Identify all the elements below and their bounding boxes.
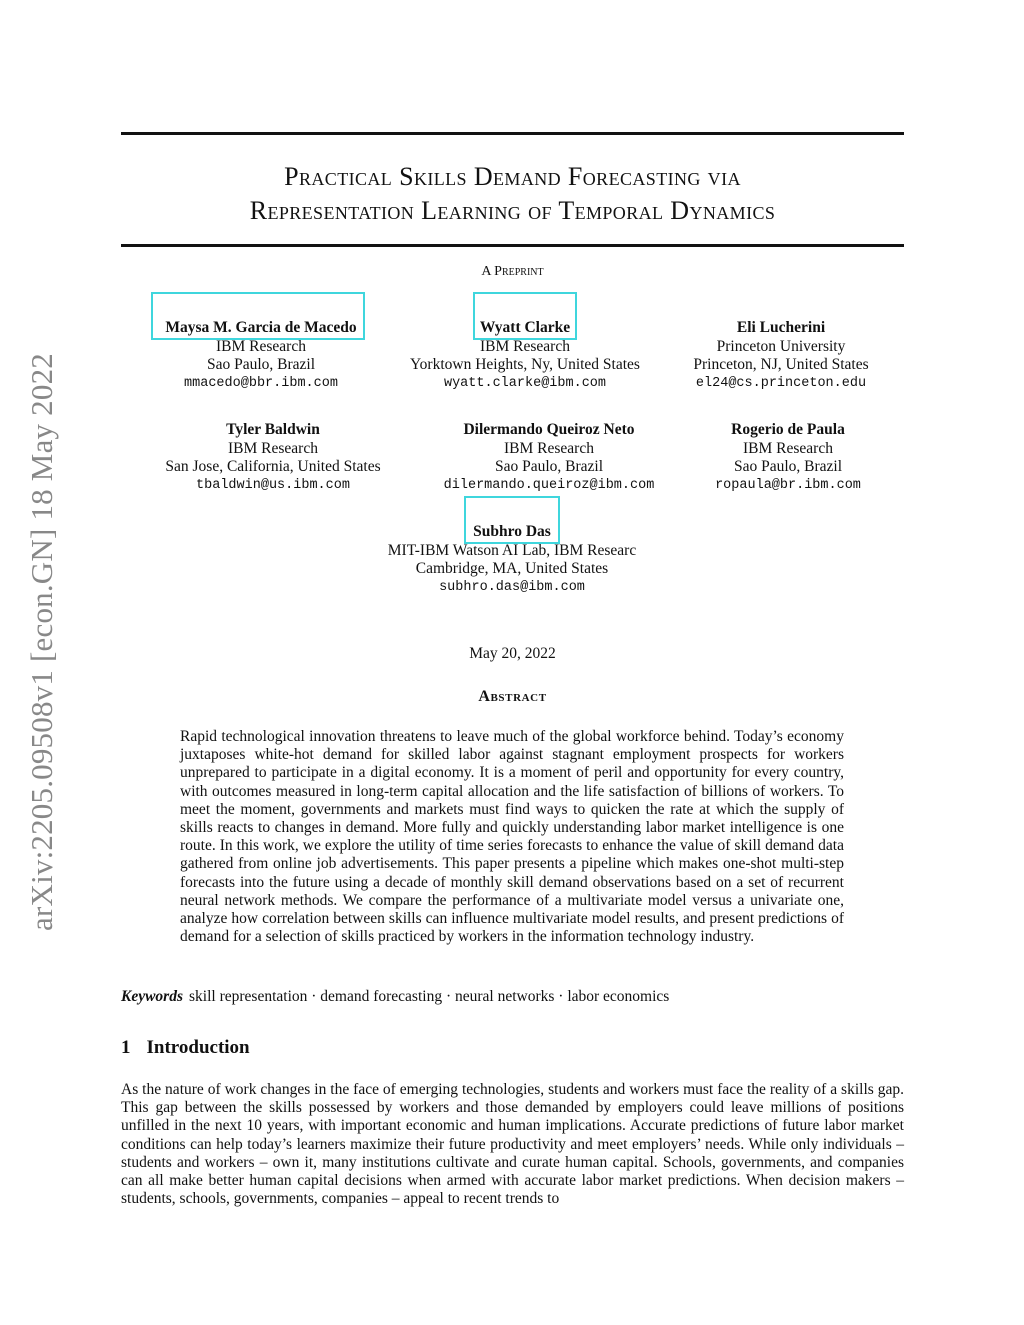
- author-name: Eli Lucherini: [736, 319, 826, 336]
- author-email: tbaldwin@us.ibm.com: [196, 477, 350, 493]
- arxiv-sidebar: [22, 322, 62, 962]
- title-top-rule: [121, 132, 904, 135]
- author-affiliation: IBM Research: [228, 439, 318, 457]
- author-email: ropaula@br.ibm.com: [715, 477, 861, 493]
- title-line-2: Representation Learning of Temporal Dynamics: [249, 196, 776, 225]
- author-location: Sao Paulo, Brazil: [733, 458, 843, 475]
- author-affiliation: IBM Research: [480, 337, 570, 355]
- author-location: Sao Paulo, Brazil: [206, 356, 316, 373]
- author-block: [693, 319, 868, 393]
- keywords-line: [121, 988, 904, 1006]
- author-affiliation: IBM Research: [216, 337, 306, 355]
- section-heading: [121, 1037, 250, 1059]
- author-email: wyatt.clarke@ibm.com: [443, 375, 607, 391]
- arxiv-identifier: arXiv:2205.09508v1 [econ.GN] 18 May 2022: [24, 353, 59, 931]
- author-affiliation: IBM Research: [504, 439, 594, 457]
- author-affiliation: Princeton University: [716, 337, 846, 355]
- section-number: 1: [121, 1037, 131, 1058]
- author-block: [715, 421, 861, 495]
- author-name: Wyatt Clarke: [479, 319, 571, 336]
- author-email: dilermando.queiroz@ibm.com: [443, 477, 655, 493]
- author-location: Yorktown Heights, Ny, United States: [410, 356, 640, 373]
- highlight-box: [473, 292, 577, 340]
- keywords-label: Keywords: [121, 988, 183, 1005]
- introduction-text: As the nature of work changes in the face of emerging technologies, students and workers must face the reality of a skills gap. This gap between the skills possessed by workers and those demanded by employers could leave millions of positions unfilled in the next 10 years, with important economic and human implications. Accurate predictions of future labor market conditions can help today’s learners maximize their future productivity and meet employers’ needs. While only individuals – students and workers – own it, many institutions cultivate and curate human capital. Schools, governments, and companies can all make better human capital decisions when armed with accurate labor market predictions. When decision makers – students, schools, governments, companies – appeal to recent trends to: [121, 1081, 904, 1208]
- preprint-label: A Preprint: [481, 264, 544, 279]
- author-location: Sao Paulo, Brazil: [494, 458, 604, 475]
- author-location: San Jose, California, United States: [165, 458, 381, 475]
- author-affiliation: MIT-IBM Watson AI Lab, IBM Researc: [387, 541, 637, 559]
- author-block: [165, 421, 380, 495]
- title-bottom-rule: [121, 244, 904, 247]
- highlight-box: [151, 292, 365, 340]
- abstract-heading: Abstract: [478, 688, 547, 705]
- author-name: Rogerio de Paula: [731, 421, 845, 438]
- author-email: el24@cs.princeton.edu: [695, 375, 867, 391]
- paper-title: [121, 160, 904, 228]
- author-name: Dilermando Queiroz Neto: [463, 421, 635, 438]
- abstract-text: Rapid technological innovation threatens to leave much of the global workforce behind. Today’s economy juxtaposes white-hot demand for skilled labor against stagnant employment prospects for workers unprepared to participate in a digital economy. It is a moment of peril and opportunity for every country, with outcomes measured in long-term capital allocation and the life satisfaction of billions of workers. To meet the moment, governments and markets must find ways to quicken the rate at which the supply of skills reacts to changes in demand. More fully and quickly understanding labor market intelligence is one route. In this work, we explore the utility of time series forecasts to enhance the value of skill demand data gathered from online job advertisements. This paper presents a pipeline which makes one-shot multi-step forecasts into the future using a decade of monthly skill demand observations based on a set of recurrent neural network methods. We compare the performance of a multivariate model versus a univariate one, analyze how correlation between skills can influence multivariate model results, and present predictions of demand for a selection of skills practiced by workers in the information technology industry.: [180, 728, 844, 946]
- keywords-list: skill representation · demand forecasting · neural networks · labor economics: [189, 988, 670, 1005]
- author-name: Tyler Baldwin: [226, 421, 320, 438]
- paper-date: May 20, 2022: [469, 645, 556, 662]
- author-location: Cambridge, MA, United States: [415, 560, 609, 577]
- highlight-box: [464, 496, 560, 544]
- title-line-1: Practical Skills Demand Forecasting via: [284, 162, 741, 191]
- author-affiliation: IBM Research: [743, 439, 833, 457]
- author-email: subhro.das@ibm.com: [439, 579, 585, 595]
- author-name: Maysa M. Garcia de Macedo: [165, 319, 357, 336]
- author-location: Princeton, NJ, United States: [693, 356, 869, 373]
- section-title: Introduction: [146, 1037, 250, 1058]
- author-email: mmacedo@bbr.ibm.com: [184, 375, 338, 391]
- author-block: [444, 421, 655, 495]
- author-name: Subhro Das: [473, 523, 551, 540]
